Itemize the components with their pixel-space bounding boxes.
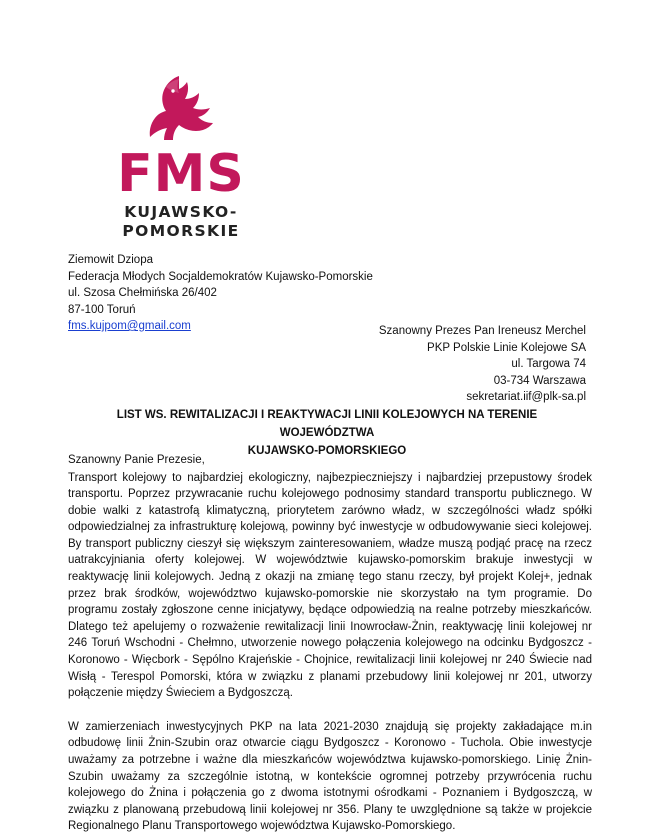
- letter-body: [68, 452, 592, 835]
- recipient-name: Szanowny Prezes Pan Ireneusz Merchel: [378, 325, 586, 337]
- white-eagle-emblem-icon: [133, 72, 229, 144]
- recipient-city: 03-734 Warszawa: [493, 374, 586, 387]
- sender-street: ul. Szosa Chełmińska 26/402: [68, 287, 217, 299]
- organization-logo: [96, 72, 266, 241]
- document-title-line1: LIST WS. REWITALIZACJI I REAKTYWACJI LINII KOLEJOWYCH NA TERENIE WOJEWÓDZTWA: [116, 409, 538, 439]
- salutation: Szanowny Panie Prezesie,: [68, 454, 205, 466]
- recipient-street: ul. Targowa 74: [511, 358, 586, 370]
- sender-address-block: [68, 252, 373, 335]
- logo-subtitle: [96, 203, 266, 241]
- logo-subtitle-line2: POMORSKIE: [122, 222, 240, 240]
- document-title-line2: KUJAWSKO-POMORSKIEGO: [247, 445, 407, 457]
- recipient-address-block: [379, 323, 586, 406]
- sender-organization: Federacja Młodych Socjaldemokratów Kujawsko-Pomorskie: [68, 270, 373, 283]
- body-paragraph-2: W zamierzeniach inwestycyjnych PKP na lata 2021-2030 znajdują się projekty zakładające m.in odbudowę linii Żnin-Szubin oraz otwarcie ciągu Bydgoszcz - Koronowo - Tuchola. Obie inwestycje uważamy za potrzebne i ważne dla mieszkańców województwa kujawsko-pomorskiego. Linię Żnin-Szubin uważamy za szczególnie istotną, w kontekście ogromnej potrzeby przywrócenia ruchu kolejowego do Żnina i połączenia go z dwoma istotnymi ośrodkami - Poznaniem i Bydgoszczą, w związku z planowaną przebudową linii kolejowej nr 356. Plany te uwzględnione są także w projekcie Regionalnego Planu Transportowego województwa Kujawsko-Pomorskiego.: [68, 720, 592, 833]
- sender-name: Ziemowit Dziopa: [68, 254, 153, 266]
- recipient-company: PKP Polskie Linie Kolejowe SA: [427, 341, 586, 354]
- recipient-email: sekretariat.iif@plk-sa.pl: [466, 391, 586, 403]
- logo-subtitle-line1: KUJAWSKO-: [124, 203, 238, 221]
- sender-city: 87-100 Toruń: [68, 303, 136, 316]
- sender-email-link[interactable]: fms.kujpom@gmail.com: [68, 320, 191, 332]
- logo-wordmark: FMS: [117, 144, 245, 204]
- body-paragraph-1: Transport kolejowy to najbardziej ekologiczny, najbezpieczniejszy i najbardziej przepustowy środek transportu. Poprzez przywracanie ruchu kolejowego podnosimy standard transportu publicznego. W dobie walki z katastrofą klimatyczną, priorytetem zarówno władz, w szczególności władz spółki odpowiedzialnej za infrastrukturę kolejową, powinny być inwestycje w odbudowywanie sieci kolejowej. By transport publiczny cieszył się większym zainteresowaniem, władze muszą podjąć pracę na rzecz uatrakcyjniania oferty kolejowej. W województwie kujawsko-pomorskim brakuje inwestycji w reaktywację linii kolejowych. Jedną z okazji na zmianę tego stanu rzeczy, był projekt Kolej+, jednak przez brak środków, województwo kujawsko-pomorskie nie skorzystało na tym programie. Do programu zostały zgłoszone cenne inicjatywy, będące odpowiedzią na realne potrzeby mieszkańców. Dlatego też apelujemy o rozważenie rewitalizacji linii Inowrocław-Żnin, reaktywację linii kolejowej nr 246 Toruń Wschodni - Chełmno, utworzenie nowego połączenia kolejowego na odcinku Bydgoszcz - Koronowo - Więcbork - Sępólno Krajeńskie - Chojnice, rewitalizacji linii kolejowej nr 240 Świecie nad Wisłą - Terespol Pomorski, która w związku z planami przebudowy linii kolejowej nr 201, utworzy połączenie między Świeciem a Bydgoszczą.: [68, 471, 592, 700]
